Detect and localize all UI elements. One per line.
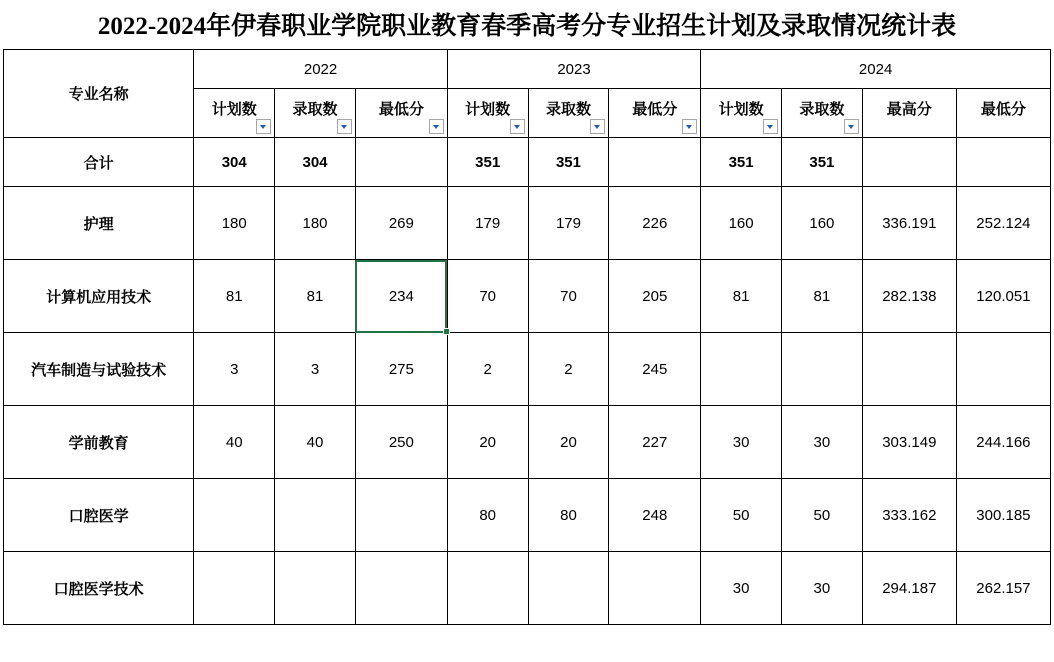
- header-2024-admitted: [782, 89, 863, 138]
- table-cell[interactable]: 282.138: [862, 260, 956, 333]
- header-2024-plan-label: 计划数: [718, 101, 764, 118]
- table-cell[interactable]: 262.157: [956, 552, 1050, 625]
- table-row: [4, 333, 1051, 406]
- table-cell[interactable]: 275: [355, 333, 447, 406]
- table-cell[interactable]: 20: [447, 406, 528, 479]
- table-cell[interactable]: 3: [275, 333, 356, 406]
- filter-dropdown-icon[interactable]: [429, 119, 444, 134]
- filter-dropdown-icon[interactable]: [337, 119, 352, 134]
- table-cell[interactable]: 30: [701, 552, 782, 625]
- table-cell[interactable]: 227: [609, 406, 701, 479]
- table-cell[interactable]: 252.124: [956, 187, 1050, 260]
- row-label[interactable]: 合计: [4, 138, 194, 187]
- header-2024-admitted-label: 录取数: [799, 101, 845, 118]
- table-cell[interactable]: 160: [782, 187, 863, 260]
- table-cell[interactable]: 250: [355, 406, 447, 479]
- row-label[interactable]: 口腔医学技术: [4, 552, 194, 625]
- header-major-name: 专业名称: [4, 50, 194, 138]
- table-cell[interactable]: 248: [609, 479, 701, 552]
- row-label[interactable]: 学前教育: [4, 406, 194, 479]
- table-cell[interactable]: 30: [782, 552, 863, 625]
- table-cell[interactable]: [862, 138, 956, 187]
- table-cell[interactable]: 294.187: [862, 552, 956, 625]
- table-cell[interactable]: 30: [701, 406, 782, 479]
- table-cell[interactable]: [609, 138, 701, 187]
- table-cell[interactable]: [701, 333, 782, 406]
- filter-dropdown-icon[interactable]: [590, 119, 605, 134]
- table-cell[interactable]: 3: [194, 333, 275, 406]
- table-cell[interactable]: 205: [609, 260, 701, 333]
- table-row: [4, 187, 1051, 260]
- header-2023-minscore-label: 最低分: [632, 101, 678, 118]
- table-cell[interactable]: 244.166: [956, 406, 1050, 479]
- table-cell[interactable]: 120.051: [956, 260, 1050, 333]
- header-year-2023: 2023: [447, 50, 700, 89]
- table-cell[interactable]: 50: [782, 479, 863, 552]
- table-cell[interactable]: 179: [447, 187, 528, 260]
- table-row: [4, 406, 1051, 479]
- table-cell[interactable]: [782, 333, 863, 406]
- table-cell[interactable]: 304: [194, 138, 275, 187]
- table-cell[interactable]: [355, 479, 447, 552]
- filter-dropdown-icon[interactable]: [844, 119, 859, 134]
- table-cell[interactable]: 179: [528, 187, 609, 260]
- header-2023-plan: [447, 89, 528, 138]
- filter-dropdown-icon[interactable]: [763, 119, 778, 134]
- table-cell[interactable]: 2: [528, 333, 609, 406]
- table-cell[interactable]: [447, 552, 528, 625]
- table-cell[interactable]: [862, 333, 956, 406]
- table-cell[interactable]: 40: [194, 406, 275, 479]
- table-cell[interactable]: [275, 479, 356, 552]
- table-cell[interactable]: 351: [782, 138, 863, 187]
- header-2022-minscore: [355, 89, 447, 138]
- table-cell[interactable]: 2: [447, 333, 528, 406]
- table-cell[interactable]: [194, 552, 275, 625]
- table-row: [4, 138, 1051, 187]
- table-cell[interactable]: [609, 552, 701, 625]
- table-cell[interactable]: 351: [447, 138, 528, 187]
- table-cell[interactable]: 70: [528, 260, 609, 333]
- row-label[interactable]: 护理: [4, 187, 194, 260]
- table-row: [4, 552, 1051, 625]
- header-2023-admitted: [528, 89, 609, 138]
- filter-dropdown-icon[interactable]: [256, 119, 271, 134]
- header-2023-minscore: [609, 89, 701, 138]
- table-cell[interactable]: 50: [701, 479, 782, 552]
- table-cell[interactable]: 81: [194, 260, 275, 333]
- filter-dropdown-icon[interactable]: [510, 119, 525, 134]
- header-2022-admitted-label: 录取数: [292, 101, 338, 118]
- table-cell[interactable]: 245: [609, 333, 701, 406]
- header-2024-maxscore: [862, 89, 956, 138]
- header-2024-minscore-label: 最低分: [980, 101, 1026, 118]
- header-2022-plan: [194, 89, 275, 138]
- table-cell[interactable]: [355, 552, 447, 625]
- table-cell[interactable]: [956, 333, 1050, 406]
- table-cell[interactable]: 81: [701, 260, 782, 333]
- header-year-2022: 2022: [194, 50, 447, 89]
- table-row: [4, 479, 1051, 552]
- table-cell[interactable]: 30: [782, 406, 863, 479]
- table-cell[interactable]: 20: [528, 406, 609, 479]
- table-cell[interactable]: [194, 479, 275, 552]
- table-cell[interactable]: 351: [701, 138, 782, 187]
- row-label[interactable]: 口腔医学: [4, 479, 194, 552]
- table-cell[interactable]: 80: [528, 479, 609, 552]
- table-cell[interactable]: 180: [194, 187, 275, 260]
- header-2022-admitted: [275, 89, 356, 138]
- table-cell[interactable]: 303.149: [862, 406, 956, 479]
- filter-dropdown-icon[interactable]: [682, 119, 697, 134]
- table-cell[interactable]: 226: [609, 187, 701, 260]
- table-cell[interactable]: 300.185: [956, 479, 1050, 552]
- table-cell[interactable]: 333.162: [862, 479, 956, 552]
- table-cell[interactable]: 180: [275, 187, 356, 260]
- header-2022-minscore-label: 最低分: [378, 101, 424, 118]
- table-cell[interactable]: [528, 552, 609, 625]
- table-cell[interactable]: [275, 552, 356, 625]
- header-2024-maxscore-label: 最高分: [886, 101, 932, 118]
- table-cell[interactable]: [956, 138, 1050, 187]
- header-2022-plan-label: 计划数: [211, 101, 257, 118]
- table-cell[interactable]: 304: [275, 138, 356, 187]
- table-cell[interactable]: 336.191: [862, 187, 956, 260]
- table-row: [4, 260, 1051, 333]
- table-cell[interactable]: 269: [355, 187, 447, 260]
- header-2024-plan: [701, 89, 782, 138]
- header-2023-plan-label: 计划数: [465, 101, 511, 118]
- header-year-2024: 2024: [701, 50, 1051, 89]
- table-cell[interactable]: 81: [782, 260, 863, 333]
- table-cell[interactable]: 351: [528, 138, 609, 187]
- table-cell-selected[interactable]: 234: [355, 260, 447, 333]
- table-cell[interactable]: 160: [701, 187, 782, 260]
- table-cell[interactable]: 80: [447, 479, 528, 552]
- header-2024-minscore: [956, 89, 1050, 138]
- statistics-table: [3, 49, 1051, 625]
- header-row-years: [4, 50, 1051, 89]
- row-label[interactable]: 汽车制造与试验技术: [4, 333, 194, 406]
- page-title: 2022-2024年伊春职业学院职业教育春季高考分专业招生计划及录取情况统计表: [97, 13, 957, 40]
- table-cell[interactable]: 40: [275, 406, 356, 479]
- table-cell[interactable]: 70: [447, 260, 528, 333]
- header-2023-admitted-label: 录取数: [545, 101, 591, 118]
- row-label[interactable]: 计算机应用技术: [4, 260, 194, 333]
- table-cell[interactable]: 81: [275, 260, 356, 333]
- table-cell[interactable]: [355, 138, 447, 187]
